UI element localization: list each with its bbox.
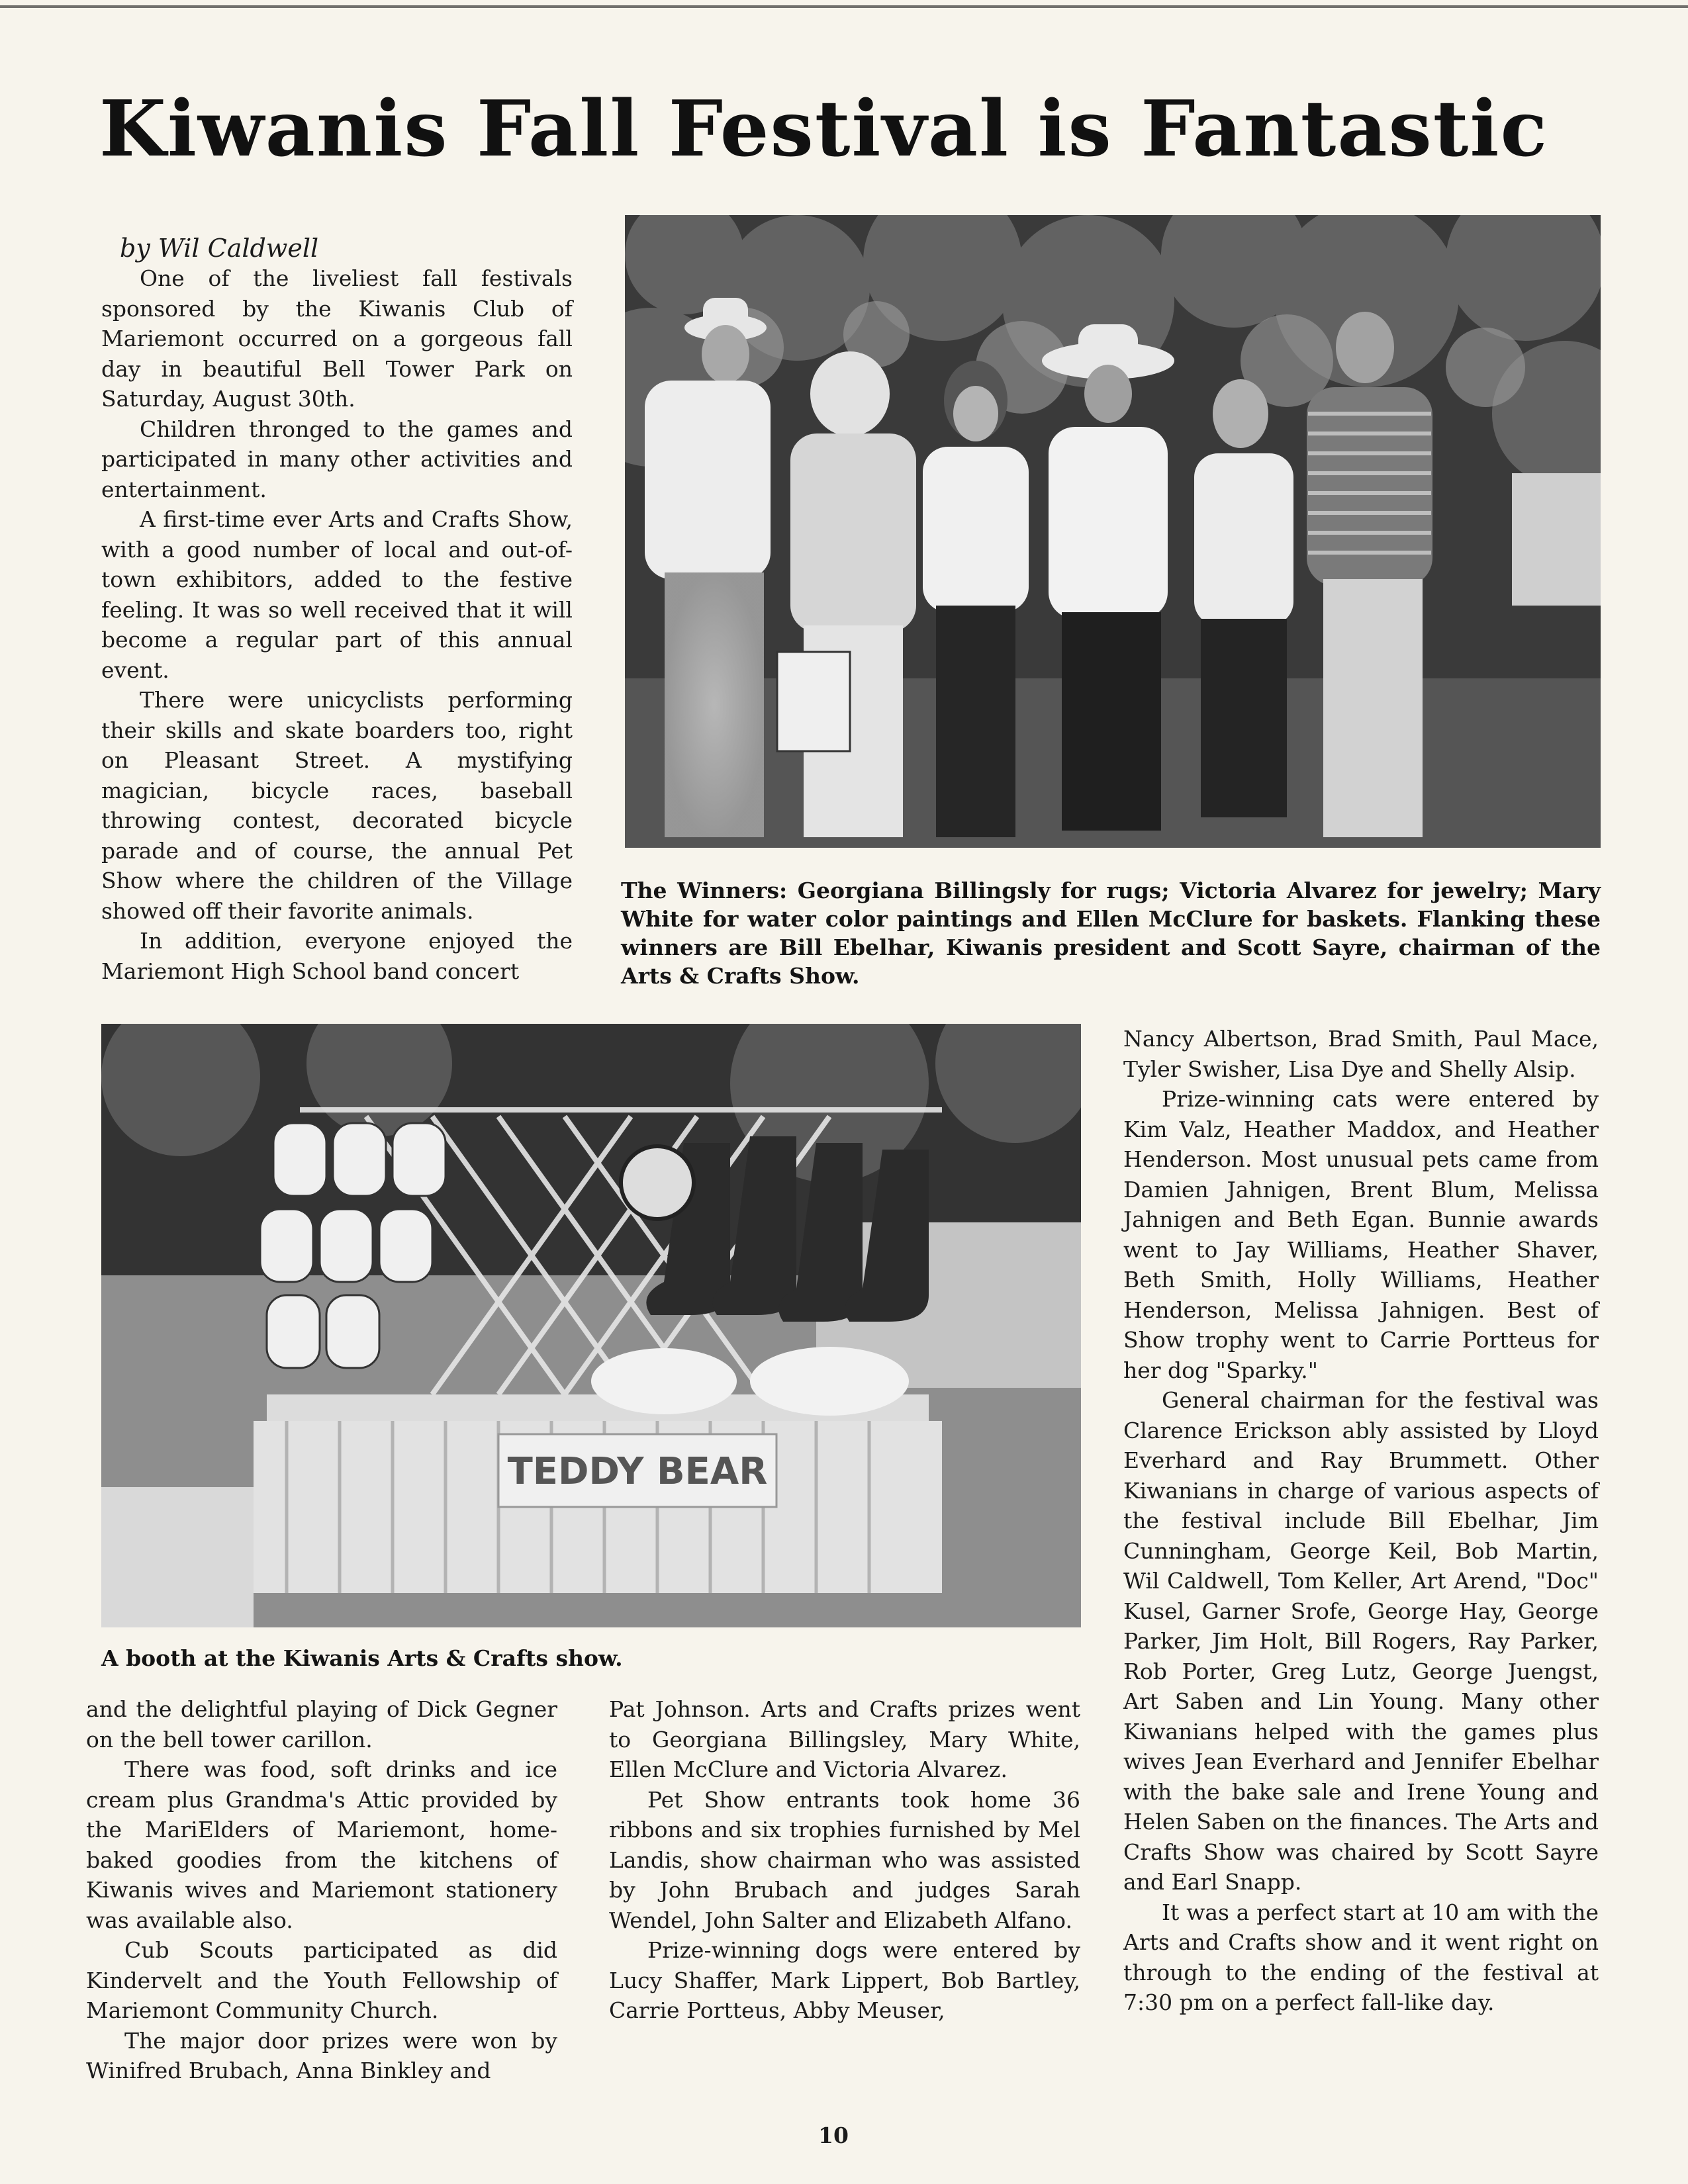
column-1-bottom bbox=[86, 1694, 557, 2086]
paragraph: Nancy Albertson, Brad Smith, Paul Mace, Tyler Swisher, Lisa Dye and Shelly Alsip. bbox=[1123, 1026, 1599, 1082]
paragraph: One of the liveliest fall festivals sponsored by the Kiwanis Club of Mariemont occurred on a gorgeous fall day in beautiful Bell Tower Park on Saturday, August 30th. bbox=[101, 265, 573, 412]
booth-photo-caption: A booth at the Kiwanis Arts & Crafts show. bbox=[101, 1645, 623, 1671]
paragraph: Children thronged to the games and participated in many other activities and entertainment. bbox=[101, 416, 573, 502]
booth-photo bbox=[101, 1024, 1081, 1627]
paragraph: Prize-winning dogs were entered by Lucy Shaffer, Mark Lippert, Bob Bartley, Carrie Portteus, Abby Meuser, bbox=[609, 1937, 1080, 2023]
article-headline: Kiwanis Fall Festival is Fantastic bbox=[99, 84, 1549, 174]
paragraph: There were unicyclists performing their skills and skate boarders too, right on Pleasant Street. A mystifying magician, bicycle races, baseball throwing contest, decorated bicycle parade and of course, the annual Pet Show where the children of the Village showed off their favorite animals. bbox=[101, 687, 573, 924]
booth-sign-text: TEDDY BEAR bbox=[507, 1450, 768, 1493]
paragraph: In addition, everyone enjoyed the Mariemont High School band concert bbox=[101, 928, 573, 984]
paragraph: Cub Scouts participated as did Kindervelt and the Youth Fellowship of Mariemont Community Church. bbox=[86, 1937, 557, 2023]
paragraph: It was a perfect start at 10 am with the Arts and Crafts show and it went right on through to the ending of the festival at 7:30 pm on a perfect fall-like day. bbox=[1123, 1899, 1599, 2015]
paragraph: There was food, soft drinks and ice cream plus Grandma's Attic provided by the MariElders of Mariemont, home-baked goodies from the kitchens of Kiwanis wives and Mariemont stationery was available also. bbox=[86, 1756, 557, 1933]
paragraph: General chairman for the festival was Clarence Erickson ably assisted by Lloyd Everhard and Ray Brummett. Other Kiwanians in charge of various aspects of the festival include Bill Ebelhar, Jim Cunningham, George Keil, Bob Martin, Wil Caldwell, Tom Keller, Art Arend, "Doc" Kusel, Garner Srofe, George Hay, George Parker, Jim Holt, Bill Rogers, Ray Parker, Rob Porter, Greg Lutz, George Juengst, Art Saben and Lin Young. Many other Kiwanians helped with the games plus wives Jean Everhard and Jennifer Ebelhar with the bake sale and Irene Young and Helen Saben on the finances. The Arts and Crafts Show was chaired by Scott Sayre and Earl Snapp. bbox=[1123, 1387, 1599, 1895]
booth-photo-graphic bbox=[101, 1024, 1081, 1627]
winners-photo-caption: The Winners: Georgiana Billingsly for rugs; Victoria Alvarez for jewelry; Mary White for water color paintings and Ellen McClure for baskets. Flanking these winners are Bill Ebelhar, Kiwanis president and Scott Sayre, chairman of the Arts & Crafts Show. bbox=[621, 878, 1601, 989]
column-1-top bbox=[101, 233, 573, 986]
paragraph: The major door prizes were won by Winifred Brubach, Anna Binkley and bbox=[86, 2027, 557, 2083]
column-2-bottom bbox=[609, 1694, 1080, 2026]
paragraph: A first-time ever Arts and Crafts Show, with a good number of local and out-of-town exhibitors, added to the festive feeling. It was so well received that it will become a regular part of this annual event. bbox=[101, 506, 573, 683]
winners-photo-graphic bbox=[625, 215, 1601, 848]
paragraph: Pet Show entrants took home 36 ribbons and six trophies furnished by Mel Landis, show chairman who was assisted by John Brubach and judges Sarah Wendel, John Salter and Elizabeth Alfano. bbox=[609, 1786, 1080, 1933]
paragraph: Pat Johnson. Arts and Crafts prizes went to Georgiana Billingsley, Mary White, Ellen McClure and Victoria Alvarez. bbox=[609, 1696, 1080, 1782]
column-3 bbox=[1123, 1024, 1599, 2018]
top-rule bbox=[0, 5, 1688, 8]
paragraph: Prize-winning cats were entered by Kim Valz, Heather Maddox, and Heather Henderson. Most unusual pets came from Damien Jahnigen, Brent Blum, Melissa Jahnigen and Beth Egan. Bunnie awards went to Jay Williams, Heather Shaver, Beth Smith, Holly Williams, Heather Henderson, Melissa Jahnigen. Best of Show trophy went to Carrie Portteus for her dog "Sparky." bbox=[1123, 1086, 1599, 1383]
page-number: 10 bbox=[818, 2122, 849, 2148]
paragraph: and the delightful playing of Dick Gegner on the bell tower carillon. bbox=[86, 1696, 557, 1752]
byline: by Wil Caldwell bbox=[120, 234, 319, 263]
winners-photo bbox=[625, 215, 1601, 848]
